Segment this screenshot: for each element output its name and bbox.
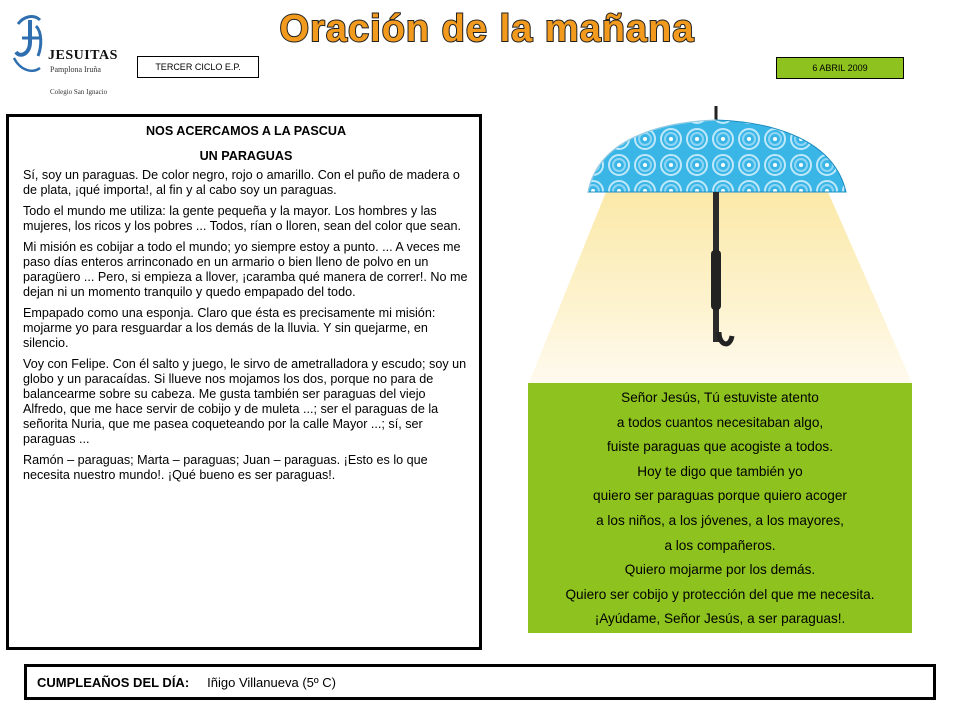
- logo-place: Pamplona Iruña: [50, 65, 101, 74]
- prayer-line: a los compañeros.: [664, 537, 776, 553]
- story-subheading: UN PARAGUAS: [199, 149, 293, 163]
- prayer-line: Hoy te digo que también yo: [637, 463, 803, 479]
- logo-school: Colegio San Ignacio: [50, 88, 108, 96]
- story-paragraph: Sí, soy un paraguas. De color negro, rojo o amarillo. Con el puño de madera o de plata, ¡qué importa!, al fin y al cabo soy un paraguas.: [23, 168, 460, 197]
- prayer-line: Quiero ser cobijo y protección del que me necesita.: [565, 586, 875, 602]
- logo-name: JESUITAS: [48, 48, 118, 63]
- umbrella-icon: [528, 100, 913, 390]
- grade-level-badge: TERCER CICLO E.P.: [137, 56, 259, 78]
- prayer-box: [528, 383, 912, 633]
- school-logo: [10, 12, 118, 96]
- birthday-name: Iñigo Villanueva (5º C): [207, 674, 336, 690]
- story-paragraph: Ramón – paraguas; Marta – paraguas; Juan – paraguas. ¡Esto es lo que necesita nuestro mundo!. ¡Qué bueno es ser paraguas!.: [23, 453, 428, 482]
- story-paragraph: Todo el mundo me utiliza: la gente pequeña y la mayor. Los hombres y las mujeres, los ricos y los pobres ... Todos, rían o lloren, sean del color que sean.: [23, 204, 461, 233]
- prayer-line: ¡Ayúdame, Señor Jesús, a ser paraguas!.: [594, 611, 846, 627]
- birthday-label: CUMPLEAÑOS DEL DÍA:: [37, 674, 190, 690]
- jesuit-emblem-icon: [10, 12, 50, 82]
- page-title-graphic: [262, 6, 712, 50]
- prayer-line: Señor Jesús, Tú estuviste atento: [621, 390, 819, 405]
- prayer-line: Quiero mojarme por los demás.: [624, 562, 816, 578]
- prayer-line: fuiste paraguas que acogiste a todos.: [607, 439, 833, 455]
- story-paragraph: Voy con Felipe. Con él salto y juego, le sirvo de ametralladora y escudo; soy un globo y un paracaídas. Si llueve nos mojamos los dos, porque no para de balancearme sobre su cabeza. Me gusta también ser paraguas del viejo Alfredo, que me hace servir de cobijo y de muleta ...; ser el paraguas de la señorita Nuria, que me pasea coqueteando por la calle Mayor ...; sí, ser paraguas ...: [23, 357, 467, 446]
- birthday-bar: [24, 664, 936, 700]
- story-heading: NOS ACERCAMOS A LA PASCUA: [145, 124, 347, 138]
- page-title: Oración de la mañana: [279, 8, 695, 50]
- prayer-line: quiero ser paraguas porque quiero acoger: [593, 488, 847, 504]
- story-paragraph: Mi misión es cobijar a todo el mundo; yo siempre estoy a punto. ... A veces me paso días enteros arrinconado en un armario o bien lleno de polvo en un paragüero ... Pero, si empieza a llover, ¡caramba qué manera de correr!. No me dejan ni un momento tranquilo y quedo empapado del todo.: [23, 240, 468, 299]
- story-box: [6, 114, 482, 650]
- story-paragraph: Empapado como una esponja. Claro que ésta es precisamente mi misión: mojarme yo para resguardar a los demás de la lluvia. Y sin quejarme, en silencio.: [23, 306, 436, 350]
- date-badge: 6 ABRIL 2009: [776, 57, 904, 79]
- prayer-line: a los niños, a los jóvenes, a los mayores,: [596, 512, 844, 528]
- prayer-line: a todos cuantos necesitaban algo,: [616, 414, 824, 430]
